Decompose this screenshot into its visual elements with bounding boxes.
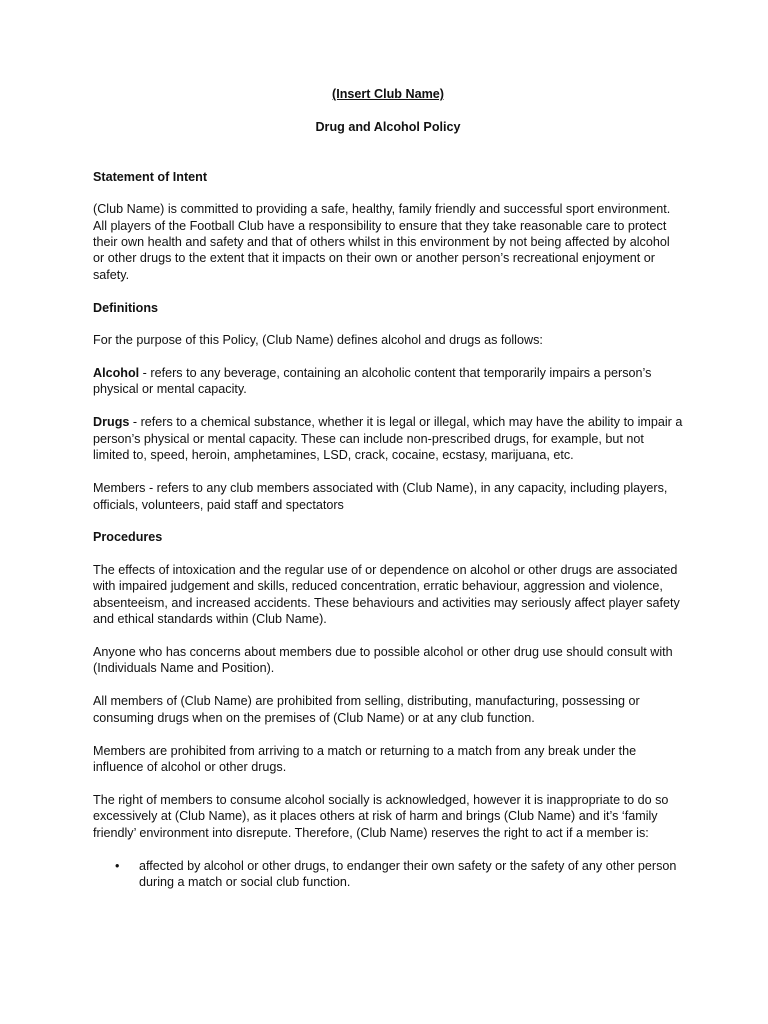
- alcohol-definition-text: - refers to any beverage, containing an alcoholic content that temporarily impairs a person’s physical or mental capacity.: [93, 366, 652, 397]
- procedure-paragraph-4: Members are prohibited from arriving to a match or returning to a match from any break under the influence of alcohol or other drugs.: [93, 743, 637, 774]
- list-item: [93, 858, 683, 891]
- bullet-list: [93, 858, 683, 891]
- policy-title: Drug and Alcohol Policy: [315, 120, 461, 135]
- members-definition: Members - refers to any club members associated with (Club Name), in any capacity, including players, officials, volunteers, paid staff and spectators: [93, 481, 668, 512]
- document-page: [93, 86, 683, 890]
- list-item-text: affected by alcohol or other drugs, to endanger their own safety or the safety of any other person during a match or social club function.: [139, 858, 677, 889]
- drugs-definition: [93, 414, 683, 463]
- drugs-term: Drugs: [93, 415, 130, 430]
- alcohol-term: Alcohol: [93, 366, 140, 381]
- bullet-icon: •: [115, 858, 120, 873]
- drugs-definition-text: - refers to a chemical substance, whether it is legal or illegal, which may have the ability to impair a person’s physical or mental capacity. These can include non-prescribed drugs, for example, but not limited to, speed, heroin, amphetamines, LSD, crack, cocaine, ecstasy, marijuana, etc.: [93, 415, 683, 463]
- procedure-paragraph-5: The right of members to consume alcohol socially is acknowledged, however it is inappropriate to do so excessively at (Club Name), as it places others at risk of harm and brings (Club Name) and it’s ‘family friendly’ environment into disrepute. Therefore, (Club Name) reserves the right to act if a member is:: [93, 792, 669, 840]
- heading-statement-of-intent: Statement of Intent: [93, 169, 208, 184]
- procedure-paragraph-3: All members of (Club Name) are prohibited from selling, distributing, manufacturing, possessing or consuming drugs when on the premises of (Club Name) or at any club function.: [93, 694, 640, 725]
- procedure-paragraph-1: The effects of intoxication and the regular use of or dependence on alcohol or other drugs are associated with impaired judgement and skills, reduced concentration, erratic behaviour, aggression and violence, absenteeism, and increased accidents. These behaviours and activities may seriously affect player safety and ethical standards within (Club Name).: [93, 562, 680, 627]
- definitions-intro: For the purpose of this Policy, (Club Name) defines alcohol and drugs as follows:: [93, 333, 543, 348]
- heading-definitions: Definitions: [93, 300, 159, 315]
- intent-paragraph: (Club Name) is committed to providing a safe, healthy, family friendly and successful sport environment. All players of the Football Club have a responsibility to ensure that they take reasonable care to protect their own health and safety and that of others whilst in this environment by not being affected by alcohol or other drugs to the extent that it impacts on their own or another person’s recreational enjoyment or safety.: [93, 202, 671, 282]
- heading-procedures: Procedures: [93, 530, 163, 545]
- club-title: (Insert Club Name): [332, 87, 444, 101]
- alcohol-definition: [93, 365, 683, 398]
- procedure-paragraph-2: Anyone who has concerns about members due to possible alcohol or other drug use should consult with (Individuals Name and Position).: [93, 644, 673, 676]
